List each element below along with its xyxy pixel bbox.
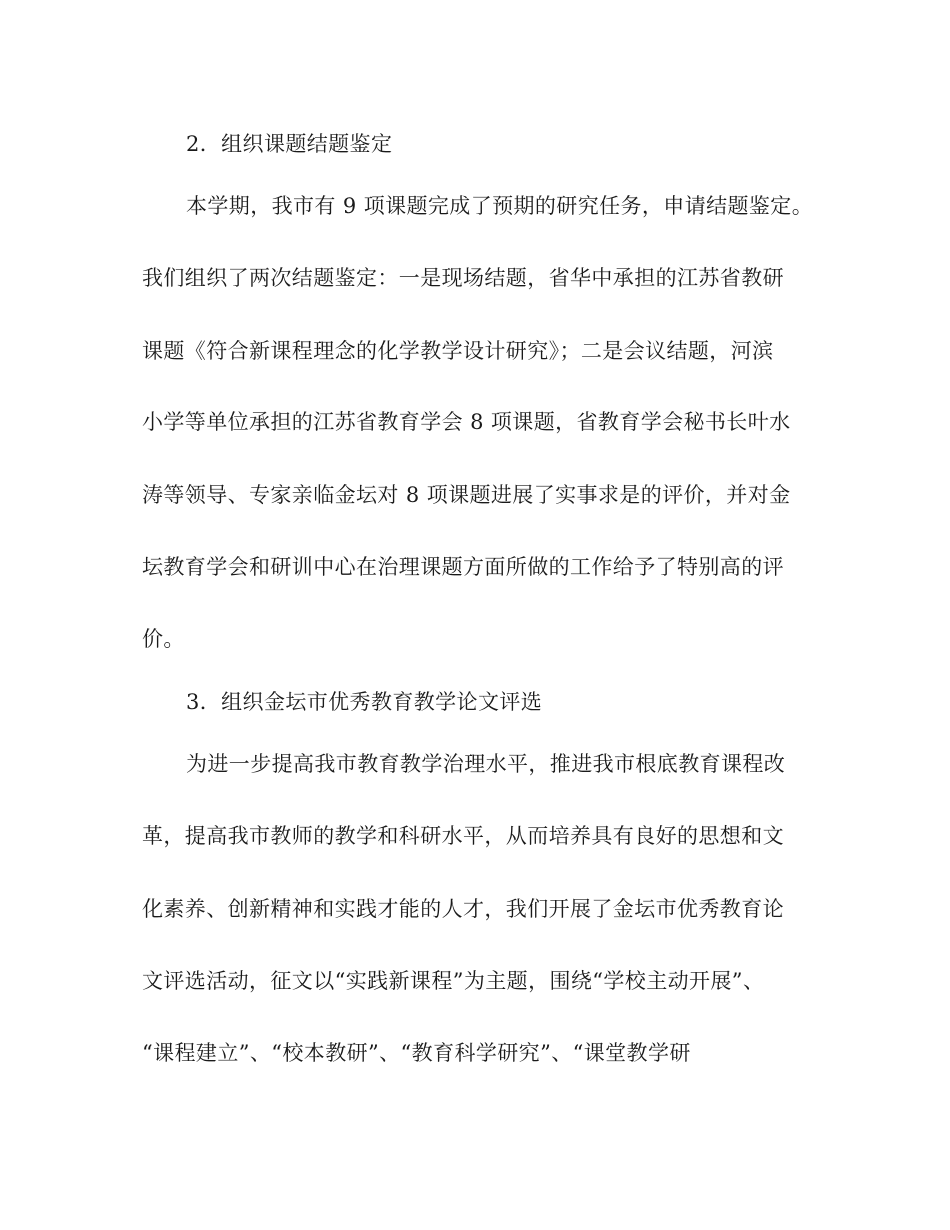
- paragraph-line: 小学等单位承担的江苏省教育学会 8 项课题，省教育学会秘书长叶水: [142, 410, 791, 434]
- section-heading-3: 3．组织金坛市优秀教育教学论文评选: [186, 690, 543, 714]
- paragraph-line: 价。: [142, 627, 185, 651]
- paragraph-line: 革，提高我市教师的教学和科研水平，从而培养具有良好的思想和文: [142, 824, 784, 848]
- paragraph-line: 坛教育学会和研训中心在治理课题方面所做的工作给予了特别高的评: [142, 555, 784, 579]
- paragraph-line: 课题《符合新课程理念的化学教学设计研究》；二是会议结题，河滨: [142, 339, 774, 363]
- section-heading-2: 2．组织课题结题鉴定: [186, 132, 393, 156]
- paragraph-line: “课程建立”、“校本教研”、“教育科学研究”、“课堂教学研: [142, 1041, 691, 1065]
- paragraph-line: 为进一步提高我市教育教学治理水平，推进我市根底教育课程改: [186, 752, 786, 776]
- paragraph-line: 本学期，我市有 9 项课题完成了预期的研究任务，申请结题鉴定。: [186, 194, 814, 218]
- paragraph-line: 涛等领导、专家亲临金坛对 8 项课题进展了实事求是的评价，并对金: [142, 483, 791, 507]
- paragraph-line: 我们组织了两次结题鉴定：一是现场结题，省华中承担的江苏省教研: [142, 266, 784, 290]
- paragraph-line: 文评选活动，征文以“实践新课程”为主题，围绕“学校主动开展”、: [142, 969, 765, 993]
- paragraph-line: 化素养、创新精神和实践才能的人才，我们开展了金坛市优秀教育论: [142, 897, 784, 921]
